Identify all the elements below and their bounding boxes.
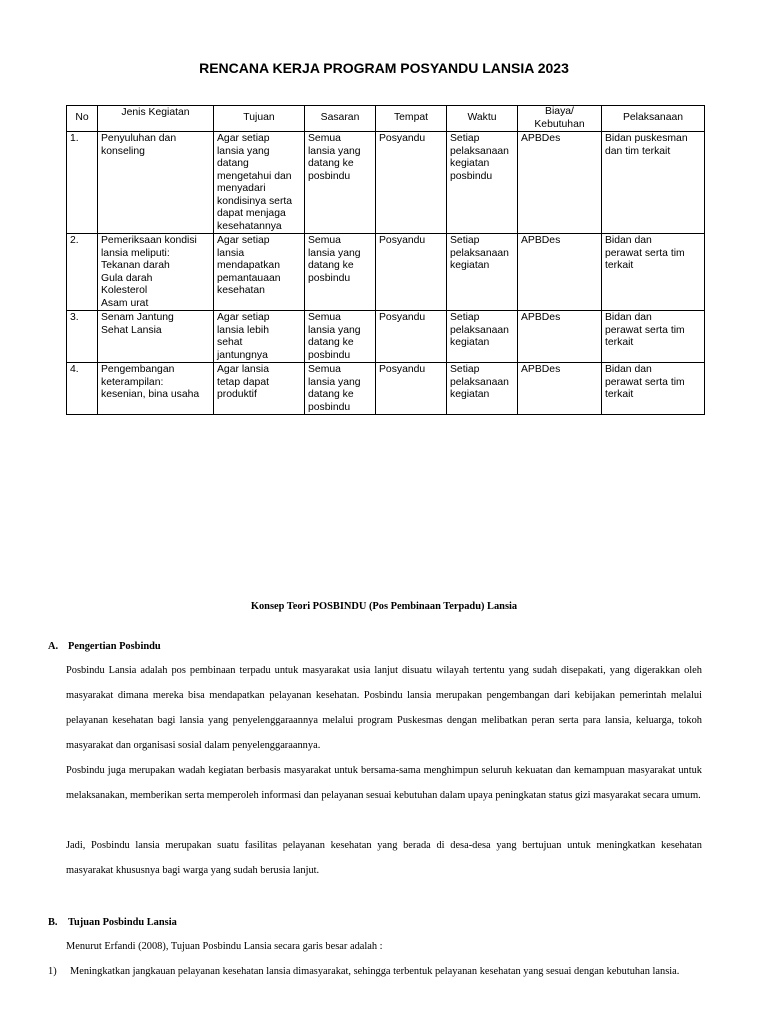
cell-tujuan — [214, 234, 305, 311]
cell-text-line: lansia yang — [217, 145, 270, 157]
cell-text-line: Agar setiap — [217, 133, 270, 144]
cell-text-line: kesehatan — [217, 285, 265, 296]
cell-text-line: posbindu — [308, 349, 351, 361]
cell-pelaksanaan — [602, 132, 705, 234]
work-plan-table — [66, 105, 705, 415]
table-row — [67, 234, 705, 311]
section-b-intro: Menurut Erfandi (2008), Tujuan Posbindu Lansia secara garis besar adalah : — [66, 941, 383, 952]
section-b-letter: B. — [48, 917, 58, 928]
cell-text-line: Agar lansia — [217, 364, 269, 375]
cell-text-line: produktif — [217, 389, 257, 400]
cell-text-line: Gula darah — [101, 272, 153, 284]
cell-text-line: kegiatan — [450, 337, 490, 348]
header-biaya-line: Kebutuhan — [534, 118, 585, 130]
cell-text-line: Asam urat — [101, 297, 149, 309]
table-row — [67, 132, 705, 234]
cell-text-line: Agar setiap — [217, 312, 270, 323]
cell-sasaran — [305, 234, 376, 311]
cell-text-line: Bidan dan — [605, 312, 652, 323]
cell-text-line: Kolesterol — [101, 285, 148, 296]
cell-jenis — [98, 311, 214, 363]
cell-text-line: dan tim terkait — [605, 145, 671, 157]
cell-text-line: posbindu — [308, 170, 351, 182]
cell-text-line: Bidan dan — [605, 235, 652, 246]
cell-sasaran — [305, 311, 376, 363]
cell-text-line: kegiatan — [450, 158, 490, 169]
cell-text-line: perawat serta tim — [605, 324, 685, 336]
cell-text-line: kegiatan — [450, 260, 490, 271]
cell-text-line: terkait — [605, 337, 634, 348]
section-subtitle: Konsep Teori POSBINDU (Pos Pembinaan Terpadu) Lansia — [250, 601, 518, 612]
table-row — [67, 311, 705, 363]
document-title: RENCANA KERJA PROGRAM POSYANDU LANSIA 2023 — [199, 60, 569, 76]
cell-tujuan — [214, 132, 305, 234]
cell-text-line: kegiatan — [450, 389, 490, 400]
cell-text-line: terkait — [605, 260, 634, 271]
cell-biaya: APBDes — [518, 363, 602, 415]
cell-no: 4. — [67, 363, 98, 415]
cell-text-line: pelaksanaan — [450, 145, 509, 157]
cell-text-line: Penyuluhan dan — [101, 133, 177, 144]
cell-no: 1. — [67, 132, 98, 234]
cell-tujuan — [214, 311, 305, 363]
cell-text-line: konseling — [101, 145, 145, 157]
cell-text-line: datang ke — [308, 260, 354, 271]
cell-text-line: Pengembangan — [101, 364, 175, 375]
cell-text-line: kesehatannya — [217, 220, 282, 232]
section-a-paragraph-3: Jadi, Posbindu lansia merupakan suatu fasilitas pelayanan kesehatan yang berada di desa-desa yang bertujuan untuk meningkatkan kesehatan masyarakat khususnya bagi warga yang sudah berusia lanjut. — [66, 840, 702, 876]
list-item-number: 1) — [48, 966, 57, 977]
cell-text-line: perawat serta tim — [605, 247, 685, 259]
cell-text-line: dapat menjaga — [217, 208, 286, 219]
header-no: No — [67, 106, 98, 132]
cell-biaya: APBDes — [518, 132, 602, 234]
cell-text-line: pelaksanaan — [450, 324, 509, 336]
cell-pelaksanaan — [602, 363, 705, 415]
cell-text-line: lansia yang — [308, 145, 361, 157]
cell-text-line: lansia yang — [308, 247, 361, 259]
header-waktu: Waktu — [447, 106, 518, 132]
cell-text-line: mendapatkan — [217, 260, 280, 271]
section-b-title: Tujuan Posbindu Lansia — [68, 917, 177, 928]
cell-text-line: Tekanan darah — [101, 260, 170, 271]
cell-text-line: Semua — [308, 312, 341, 323]
cell-text-line: Senam Jantung — [101, 312, 174, 323]
cell-text-line: Bidan puskesman — [605, 133, 688, 144]
cell-text-line: Semua — [308, 133, 341, 144]
cell-text-line: Semua — [308, 235, 341, 246]
cell-tempat: Posyandu — [376, 363, 447, 415]
section-b-heading — [48, 917, 177, 928]
cell-text-line: pemantauaan — [217, 272, 281, 284]
cell-text-line: lansia meliputi: — [101, 247, 170, 259]
cell-text-line: datang ke — [308, 389, 354, 400]
cell-text-line: lansia yang — [308, 376, 361, 388]
cell-text-line: tetap dapat — [217, 376, 269, 388]
section-a-paragraph-2: Posbindu juga merupakan wadah kegiatan berbasis masyarakat untuk bersama-sama menghimpun seluruh kekuatan dan kemampuan masyarakat untuk melaksanakan, memberikan serta memperoleh informasi dan pelayanan sesuai kebutuhan dalam upaya peningkatan status gizi masyarakat secara umum. — [66, 765, 702, 801]
cell-text-line: posbindu — [308, 401, 351, 413]
cell-text-line: Sehat Lansia — [101, 324, 162, 336]
cell-text-line: lansia lebih — [217, 324, 269, 336]
section-a-letter: A. — [48, 641, 59, 652]
header-sasaran: Sasaran — [305, 106, 376, 132]
cell-text-line: posbindu — [450, 170, 493, 182]
cell-text-line: perawat serta tim — [605, 376, 685, 388]
cell-text-line: Setiap — [450, 133, 480, 144]
header-tujuan: Tujuan — [214, 106, 305, 132]
cell-waktu — [447, 132, 518, 234]
cell-text-line: mengetahui dan — [217, 170, 292, 182]
cell-text-line: pelaksanaan — [450, 247, 509, 259]
section-a-paragraph-1: Posbindu Lansia adalah pos pembinaan terpadu untuk masyarakat usia lanjut disuatu wilayah tertentu yang sudah disepakati, yang digerakkan oleh masyarakat dimana mereka bisa mendapatkan pelayanan kesehatan. Posbindu lansia merupakan pengembangan dari kebijakan pemerintah melalui pelayanan kesehatan bagi lansia yang penyelenggaraannya melalui program Puskesmas dengan melibatkan peran serta para lansia, keluarga, tokoh masyarakat dan organisasi sosial dalam penyelenggaraannya. — [66, 665, 702, 751]
cell-text-line: kesenian, bina usaha — [101, 389, 200, 400]
cell-tujuan — [214, 363, 305, 415]
cell-waktu — [447, 363, 518, 415]
cell-text-line: jantungnya — [217, 349, 268, 361]
list-item — [48, 959, 702, 984]
cell-tempat: Posyandu — [376, 311, 447, 363]
cell-jenis — [98, 363, 214, 415]
table-row — [67, 363, 705, 415]
cell-text-line: sehat — [217, 337, 243, 348]
cell-text-line: posbindu — [308, 272, 351, 284]
cell-jenis — [98, 234, 214, 311]
cell-text-line: pelaksanaan — [450, 376, 509, 388]
header-jenis-kegiatan: Jenis Kegiatan — [98, 106, 214, 132]
cell-pelaksanaan — [602, 234, 705, 311]
cell-text-line: Setiap — [450, 312, 480, 323]
section-a-title: Pengertian Posbindu — [68, 641, 161, 652]
cell-waktu — [447, 234, 518, 311]
cell-biaya: APBDes — [518, 234, 602, 311]
header-tempat: Tempat — [376, 106, 447, 132]
header-biaya-line: Biaya/ — [545, 106, 574, 117]
cell-biaya: APBDes — [518, 311, 602, 363]
cell-text-line: lansia — [217, 247, 245, 259]
cell-text-line: lansia yang — [308, 324, 361, 336]
cell-no: 3. — [67, 311, 98, 363]
cell-text-line: Setiap — [450, 235, 480, 246]
cell-text-line: keterampilan: — [101, 376, 164, 388]
header-biaya — [518, 106, 602, 132]
cell-text-line: datang ke — [308, 337, 354, 348]
header-pelaksanaan: Pelaksanaan — [602, 106, 705, 132]
cell-text-line: datang ke — [308, 158, 354, 169]
cell-text-line: datang — [217, 158, 249, 169]
cell-no: 2. — [67, 234, 98, 311]
cell-text-line: Semua — [308, 364, 341, 375]
cell-sasaran — [305, 363, 376, 415]
table-header-row — [67, 106, 705, 132]
cell-text-line: menyadari — [217, 183, 266, 194]
cell-text-line: Pemeriksaan kondisi — [101, 235, 197, 246]
cell-jenis — [98, 132, 214, 234]
section-a-heading — [48, 641, 161, 652]
cell-tempat: Posyandu — [376, 132, 447, 234]
cell-text-line: terkait — [605, 389, 634, 400]
cell-tempat: Posyandu — [376, 234, 447, 311]
cell-text-line: kondisinya serta — [217, 195, 293, 207]
cell-pelaksanaan — [602, 311, 705, 363]
cell-sasaran — [305, 132, 376, 234]
cell-text-line: Agar setiap — [217, 235, 270, 246]
cell-text-line: Bidan dan — [605, 364, 652, 375]
cell-text-line: Setiap — [450, 364, 480, 375]
cell-waktu — [447, 311, 518, 363]
list-item-text: Meningkatkan jangkauan pelayanan kesehatan lansia dimasyarakat, sehingga terbentuk pelayanan kesehatan yang sesuai dengan kebutuhan lansia. — [70, 966, 680, 977]
